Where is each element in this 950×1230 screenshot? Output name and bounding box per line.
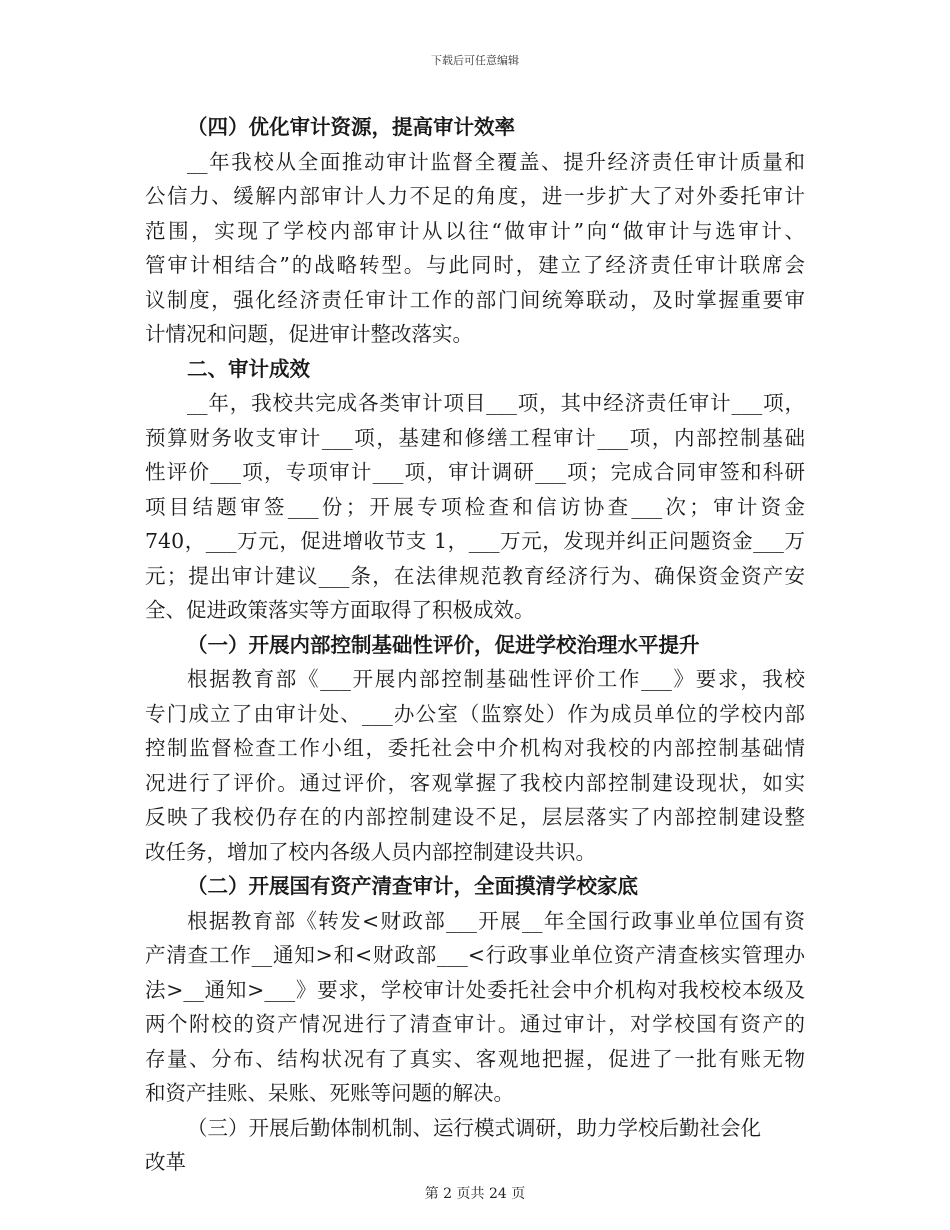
paragraph-line: 公信力、缓解内部审计人力不足的角度，进一步扩大了对外委托审计 <box>145 184 805 208</box>
section-heading: （一）开展内部控制基础性评价，促进学校治理水平提升 <box>187 632 700 657</box>
paragraph-line: 预算财务收支审计___项，基建和修缮工程审计___项，内部控制基础 <box>145 425 805 450</box>
paragraph-line: 况进行了评价。通过评价，客观掌握了我校内部控制建设现状，如实 <box>145 770 805 795</box>
document-body <box>145 110 805 1180</box>
section-heading: （二）开展国有资产清查审计，全面摸清学校家底 <box>187 874 638 898</box>
paragraph-line: 元；提出审计建议___条，在法律规范教育经济行为、确保资金资产安 <box>145 563 805 588</box>
paragraph-line: 存量、分布、结构状况有了真实、客观地把握，促进了一批有账无物 <box>145 1046 805 1071</box>
paragraph-line: 管审计相结合”的战略转型。与此同时，建立了经济责任审计联席会 <box>145 253 805 277</box>
paragraph-line: 专门成立了由审计处、___办公室（监察处）作为成员单位的学校内部 <box>145 701 805 726</box>
paragraph-line: 全、促进政策落实等方面取得了积极成效。 <box>145 598 535 622</box>
paragraph-line: 和资产挂账、呆账、死账等问题的解决。 <box>145 1081 514 1105</box>
paragraph-line: 改任务，增加了校内各级人员内部控制建设共识。 <box>145 839 596 864</box>
paragraph-line: __年我校从全面推动审计监督全覆盖、提升经济责任审计质量和 <box>187 149 805 174</box>
section-heading-continuation: 改革 <box>145 1150 186 1174</box>
paragraph-line: 范围，实现了学校内部审计从以往“做审计”向“做审计与选审计、 <box>145 218 805 243</box>
paragraph-line: 控制监督检查工作小组，委托社会中介机构对我校的内部控制基础情 <box>145 736 805 760</box>
part-heading: 二、审计成效 <box>187 356 310 381</box>
paragraph-line: 议制度，强化经济责任审计工作的部门间统筹联动，及时掌握重要审 <box>145 287 805 312</box>
paragraph-line: 产清查工作__通知>和<财政部___<行政事业单位资产清查核实管理办 <box>145 943 805 967</box>
paragraph-line: 740，___万元，促进增收节支 1，___万元，发现并纠正问题资金___万 <box>145 529 805 553</box>
paragraph-line: 计情况和问题，促进审计整改落实。 <box>145 322 473 346</box>
paragraph-line: 法>__通知>___》要求，学校审计处委托社会中介机构对我校校本级及 <box>145 977 805 1002</box>
paragraph-line: 根据教育部《___开展内部控制基础性评价工作___》要求，我校 <box>187 667 805 691</box>
paragraph-line: 反映了我校仍存在的内部控制建设不足，层层落实了内部控制建设整 <box>145 805 805 829</box>
page-number: 第 2 页共 24 页 <box>424 1186 526 1202</box>
section-heading: （四）优化审计资源，提高审计效率 <box>187 115 515 139</box>
paragraph-line: __年，我校共完成各类审计项目___项，其中经济责任审计___项， <box>187 391 805 415</box>
page-header: 下载后可任意编辑 <box>431 54 519 67</box>
section-heading: （三）开展后勤体制机制、运行模式调研，助力学校后勤社会化 <box>187 1115 761 1140</box>
paragraph-line: 性评价___项，专项审计___项，审计调研___项；完成合同审签和科研 <box>145 460 805 484</box>
paragraph-line: 根据教育部《转发<财政部___开展__年全国行政事业单位国有资 <box>187 908 805 933</box>
paragraph-line: 两个附校的资产情况进行了清查审计。通过审计，对学校国有资产的 <box>145 1012 805 1036</box>
paragraph-line: 项目结题审签___份；开展专项检查和信访协查___次；审计资金 <box>145 494 805 519</box>
